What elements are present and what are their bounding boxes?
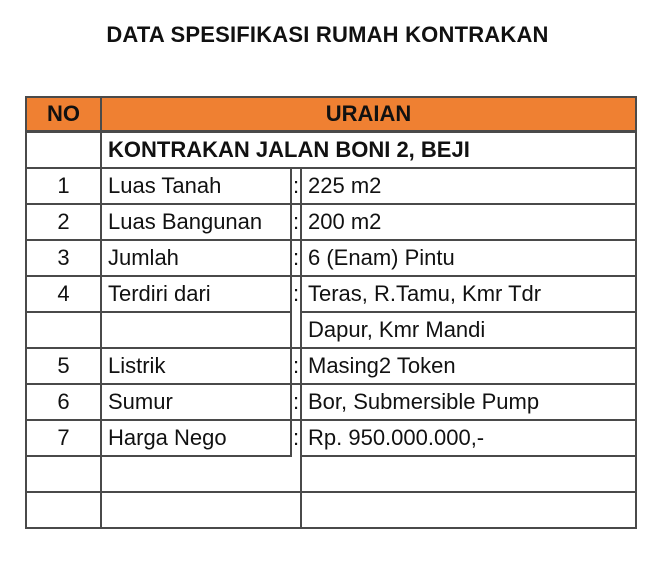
row-label: Luas Tanah [101,168,291,204]
row-no: 1 [26,168,101,204]
table-row-empty [26,492,636,528]
empty-cell [26,456,101,492]
table-row [26,420,636,456]
row-value: Bor, Submersible Pump [301,384,636,420]
table-row [26,348,636,384]
row-label: Sumur [101,384,291,420]
row-value: Rp. 950.000.000,- [301,420,636,456]
empty-cell [301,456,636,492]
row-colon: : [291,276,301,312]
table-row [26,384,636,420]
row-no: 4 [26,276,101,312]
row-value: 6 (Enam) Pintu [301,240,636,276]
header-no: NO [26,97,101,132]
row-value: Teras, R.Tamu, Kmr Tdr [301,276,636,312]
row-colon: : [291,348,301,384]
row-label-empty [101,312,291,348]
row-colon: : [291,204,301,240]
row-no: 5 [26,348,101,384]
table-row [26,276,636,312]
row-colon: : [291,384,301,420]
page-title: DATA SPESIFIKASI RUMAH KONTRAKAN [106,22,549,47]
row-colon: : [291,168,301,204]
table-row-empty [26,456,636,492]
section-row [26,132,636,169]
table-header-row [26,97,636,132]
table-row-continuation [26,312,636,348]
row-value: 200 m2 [301,204,636,240]
row-label: Luas Bangunan [101,204,291,240]
row-label: Jumlah [101,240,291,276]
row-no: 7 [26,420,101,456]
row-no: 3 [26,240,101,276]
row-value: Masing2 Token [301,348,636,384]
row-value-cont: Dapur, Kmr Mandi [301,312,636,348]
empty-cell [301,492,636,528]
empty-cell [26,492,101,528]
row-label: Terdiri dari [101,276,291,312]
empty-cell [101,492,301,528]
empty-cell [101,456,301,492]
row-no-empty [26,312,101,348]
row-value: 225 m2 [301,168,636,204]
section-title: KONTRAKAN JALAN BONI 2, BEJI [101,132,636,169]
spec-table [25,96,637,529]
section-no-cell [26,132,101,169]
table-row [26,240,636,276]
table-row [26,168,636,204]
header-uraian: URAIAN [101,97,636,132]
row-colon-empty [291,312,301,348]
row-colon: : [291,240,301,276]
row-no: 2 [26,204,101,240]
table-row [26,204,636,240]
row-colon: : [291,420,301,456]
row-label: Listrik [101,348,291,384]
row-label: Harga Nego [101,420,291,456]
row-no: 6 [26,384,101,420]
